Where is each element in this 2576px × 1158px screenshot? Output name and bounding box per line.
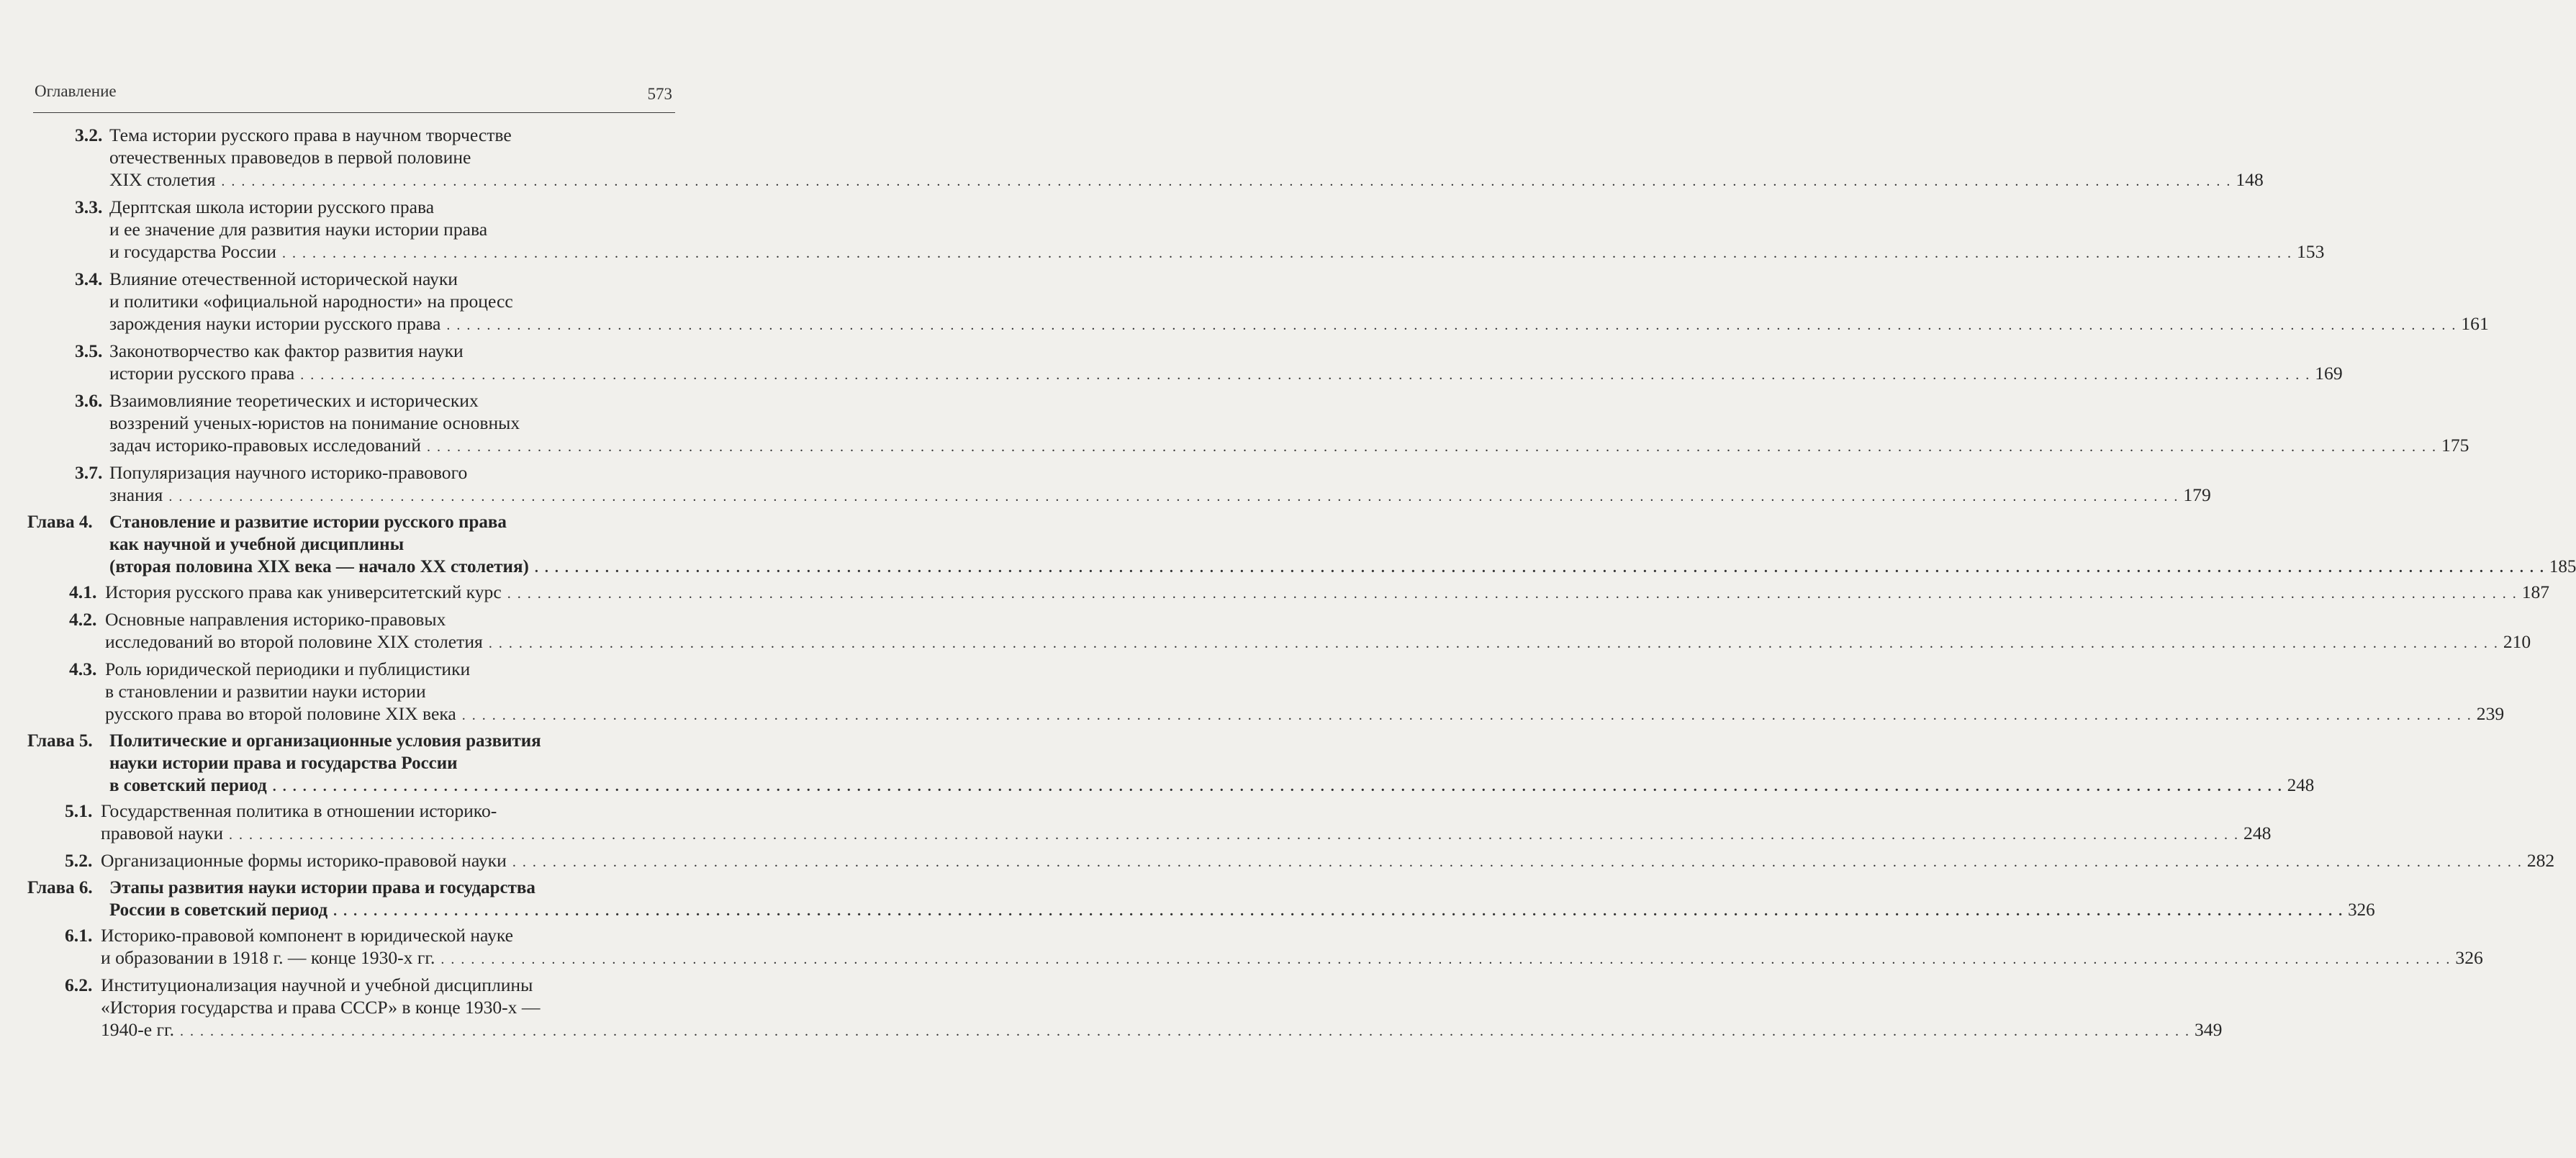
entry-title-line: Политические и организационные условия развития [109,731,541,751]
toc-chapter-entry[interactable] [0,877,2375,923]
entry-title-line: задач историко-правовых исследований [109,435,422,456]
entry-title-line: и образовании в 1918 г. — конце 1930-х гг. [101,947,435,968]
leader-dots: . . . . . . . . . . . . . . . . . . . . . . . . . . . . . . . . . . . . . . . . . . . . . . . . . . . . . . . . . . . . . . . . . . . . . . . . . . . . . . . . . . . . . . . . . . . . . . . . . . . . . . . . . . . . . . . . . . . . . . . . . . . . . . . . . . . . . . . . . . . . . . . . . . . . . . . . . . . . . . . . . . . . . . . . . . . . . . . . . . . . . . . . . . . . . . . . . . . . . . . . [281,245,2292,261]
entry-title-line: отечественных правоведов в первой половине [109,147,471,168]
entry-number: 6.1. [65,925,93,946]
entry-number: 4.3. [69,659,97,679]
entry-title-line: Институционализация научной и учебной дисциплины [101,974,533,995]
entry-title-line: как научной и учебной дисциплины [109,535,405,554]
leader-dots: . . . . . . . . . . . . . . . . . . . . . . . . . . . . . . . . . . . . . . . . . . . . . . . . . . . . . . . . . . . . . . . . . . . . . . . . . . . . . . . . . . . . . . . . . . . . . . . . . . . . . . . . . . . . . . . . . . . . . . . . . . . . . . . . . . . . . . . . . . . . . . . . . . . . . . . . . . . . . . . . . . . . . . . . . . . . . . . . . . . . . . . . . . . . . . . . . . . . . . . . [168,489,2179,505]
entry-title-line: в становлении и развитии науки истории [105,681,426,702]
entry-page-number: 179 [2183,484,2211,505]
entry-number: 5.1. [65,800,93,821]
entry-last-line [109,434,2469,458]
entry-page-number: 282 [2526,850,2555,871]
entry-last-line [109,362,2343,386]
entry-number: 3.4. [75,268,103,289]
leader-dots: . . . . . . . . . . . . . . . . . . . . . . . . . . . . . . . . . . . . . . . . . . . . . . . . . . . . . . . . . . . . . . . . . . . . . . . . . . . . . . . . . . . . . . . . . . . . . . . . . . . . . . . . . . . . . . . . . . . . . . . . . . . . . . . . . . . . . . . . . . . . . . . . . . . . . . . . . . . . . . . . . . . . . . . . . . . . . . . . . . . . . . . . . . . . . . . . . . . . . . . . [272,779,2283,795]
entry-title-line: России в советский период [109,900,328,920]
entry-last-line [105,630,2531,655]
leader-dots: . . . . . . . . . . . . . . . . . . . . . . . . . . . . . . . . . . . . . . . . . . . . . . . . . . . . . . . . . . . . . . . . . . . . . . . . . . . . . . . . . . . . . . . . . . . . . . . . . . . . . . . . . . . . . . . . . . . . . . . . . . . . . . . . . . . . . . . . . . . . . . . . . . . . . . . . . . . . . . . . . . . . . . . . . . . . . . . . . . . . . . . . . . . . . . . . . . . . . . . . [512,854,2523,870]
entry-number: 3.7. [75,462,103,483]
entry-page-number: 169 [2315,363,2343,384]
toc-section-entry[interactable] [0,974,2223,1043]
toc-section-entry[interactable] [0,389,2469,458]
entry-title-line: в советский период [109,776,267,795]
entry-page-number: 187 [2521,582,2550,602]
entry-last-line [101,822,2272,846]
leader-dots: . . . . . . . . . . . . . . . . . . . . . . . . . . . . . . . . . . . . . . . . . . . . . . . . . . . . . . . . . . . . . . . . . . . . . . . . . . . . . . . . . . . . . . . . . . . . . . . . . . . . . . . . . . . . . . . . . . . . . . . . . . . . . . . . . . . . . . . . . . . . . . . . . . . . . . . . . . . . . . . . . . . . . . . . . . . . . . . . . . . . . . . . . . . . . . . . . . . . . . . . [440,951,2451,967]
leader-dots: . . . . . . . . . . . . . . . . . . . . . . . . . . . . . . . . . . . . . . . . . . . . . . . . . . . . . . . . . . . . . . . . . . . . . . . . . . . . . . . . . . . . . . . . . . . . . . . . . . . . . . . . . . . . . . . . . . . . . . . . . . . . . . . . . . . . . . . . . . . . . . . . . . . . . . . . . . . . . . . . . . . . . . . . . . . . . . . . . . . . . . . . . . . . . . . . . . . . . . . . [461,707,2472,723]
entry-page-number: 185 [2549,557,2576,576]
entry-page-number: 148 [2236,169,2264,190]
entry-number: 3.3. [75,196,103,217]
entry-number: Глава 6. [27,878,93,897]
leader-dots: . . . . . . . . . . . . . . . . . . . . . . . . . . . . . . . . . . . . . . . . . . . . . . . . . . . . . . . . . . . . . . . . . . . . . . . . . . . . . . . . . . . . . . . . . . . . . . . . . . . . . . . . . . . . . . . . . . . . . . . . . . . . . . . . . . . . . . . . . . . . . . . . . . . . . . . . . . . . . . . . . . . . . . . . . . . . . . . . . . . . . . . . . . . . . . . . . . . . . . . . [300,367,2311,383]
entry-title-line: науки истории права и государства России [109,754,458,773]
entry-number: Глава 4. [27,512,93,532]
entry-title-line: Этапы развития науки истории права и государства [109,878,535,897]
toc-section-entry[interactable] [0,268,2489,337]
entry-title-line: и политики «официальной народности» на процесс [109,291,513,312]
entry-number: 6.2. [65,974,93,995]
entry-last-line [109,240,2325,265]
entry-number: 3.6. [75,390,103,411]
toc-section-entry[interactable] [0,849,2555,874]
entry-title-line: (вторая половина XIX века — начало XX столетия) [109,557,529,576]
toc-section-entry[interactable] [0,461,2211,508]
entry-last-line [109,774,2315,798]
leader-dots: . . . . . . . . . . . . . . . . . . . . . . . . . . . . . . . . . . . . . . . . . . . . . . . . . . . . . . . . . . . . . . . . . . . . . . . . . . . . . . . . . . . . . . . . . . . . . . . . . . . . . . . . . . . . . . . . . . . . . . . . . . . . . . . . . . . . . . . . . . . . . . . . . . . . . . . . . . . . . . . . . . . . . . . . . . . . . . . . . . . . . . . . . . . . . . . . . . . . . . . . [507,586,2518,602]
entry-title-line: 1940-е гг. [101,1019,174,1040]
entry-title-line: Законотворчество как фактор развития науки [109,340,464,361]
entry-last-line [105,581,2550,605]
entry-title-line: и ее значение для развития науки истории права [109,219,488,240]
toc-section-entry[interactable] [0,196,2325,265]
entry-title-line: Влияние отечественной исторической науки [109,268,458,289]
entry-title-line: Организационные формы историко-правовой науки [101,850,507,871]
page-header [33,78,675,113]
entry-number: 3.2. [75,125,103,145]
leader-dots: . . . . . . . . . . . . . . . . . . . . . . . . . . . . . . . . . . . . . . . . . . . . . . . . . . . . . . . . . . . . . . . . . . . . . . . . . . . . . . . . . . . . . . . . . . . . . . . . . . . . . . . . . . . . . . . . . . . . . . . . . . . . . . . . . . . . . . . . . . . . . . . . . . . . . . . . . . . . . . . . . . . . . . . . . . . . . . . . . . . . . . . . . . . . . . . . . . . . . . . . [333,903,2344,919]
entry-last-line [109,556,2576,579]
entry-title-line: Основные направления историко-правовых [105,609,446,630]
entry-title-line: Тема истории русского права в научном творчестве [109,125,512,145]
entry-page-number: 349 [2194,1019,2223,1040]
toc-section-entry[interactable] [0,608,2531,655]
entry-title-line: Историко-правовой компонент в юридической науке [101,925,514,946]
entry-last-line [101,1018,2223,1043]
toc-section-entry[interactable] [0,800,2272,846]
entry-page-number: 326 [2455,947,2483,968]
entry-last-line [109,899,2375,923]
entry-last-line [109,484,2211,508]
toc-section-entry[interactable] [0,924,2483,971]
entry-last-line [109,312,2489,337]
toc-chapter-entry[interactable] [0,511,2576,579]
entry-last-line [101,849,2555,874]
entry-page-number: 175 [2441,435,2469,456]
entry-title-line: Дерптская школа истории русского права [109,196,435,217]
entry-page-number: 248 [2243,823,2272,843]
entry-title-line: знания [109,484,163,505]
entry-number: 5.2. [65,850,93,871]
entry-page-number: 153 [2296,241,2325,262]
entry-last-line [109,168,2264,193]
leader-dots: . . . . . . . . . . . . . . . . . . . . . . . . . . . . . . . . . . . . . . . . . . . . . . . . . . . . . . . . . . . . . . . . . . . . . . . . . . . . . . . . . . . . . . . . . . . . . . . . . . . . . . . . . . . . . . . . . . . . . . . . . . . . . . . . . . . . . . . . . . . . . . . . . . . . . . . . . . . . . . . . . . . . . . . . . . . . . . . . . . . . . . . . . . . . . . . . . . . . . . . . [221,173,2232,189]
entry-number: Глава 5. [27,731,93,751]
entry-number: 4.1. [69,582,97,602]
entry-title-line: Популяризация научного историко-правового [109,462,468,483]
running-head: Оглавление [35,82,117,100]
leader-dots: . . . . . . . . . . . . . . . . . . . . . . . . . . . . . . . . . . . . . . . . . . . . . . . . . . . . . . . . . . . . . . . . . . . . . . . . . . . . . . . . . . . . . . . . . . . . . . . . . . . . . . . . . . . . . . . . . . . . . . . . . . . . . . . . . . . . . . . . . . . . . . . . . . . . . . . . . . . . . . . . . . . . . . . . . . . . . . . . . . . . . . . . . . . . . . . . . . . . . . . . [179,1023,2190,1039]
entry-title-line: исследований во второй половине XIX столетия [105,631,483,652]
entry-page-number: 248 [2287,776,2315,795]
entry-number: 3.5. [75,340,103,361]
entry-title-line: XIX столетия [109,169,216,190]
entry-page-number: 326 [2348,900,2375,920]
entry-title-line: зарождения науки истории русского права [109,313,441,334]
entry-page-number: 161 [2461,313,2489,334]
entry-title-line: воззрений ученых-юристов на понимание основных [109,412,520,433]
entry-title-line: Становление и развитие истории русского права [109,512,507,532]
toc-section-entry[interactable] [0,658,2505,727]
toc-section-entry[interactable] [0,124,2264,193]
toc-chapter-entry[interactable] [0,730,2315,798]
leader-dots: . . . . . . . . . . . . . . . . . . . . . . . . . . . . . . . . . . . . . . . . . . . . . . . . . . . . . . . . . . . . . . . . . . . . . . . . . . . . . . . . . . . . . . . . . . . . . . . . . . . . . . . . . . . . . . . . . . . . . . . . . . . . . . . . . . . . . . . . . . . . . . . . . . . . . . . . . . . . . . . . . . . . . . . . . . . . . . . . . . . . . . . . . . . . . . . . . . . . . . . . [534,560,2545,576]
entry-title-line: истории русского права [109,363,295,384]
entry-title-line: и государства России [109,241,276,262]
entry-title-line: История русского права как университетский курс [105,582,502,602]
entry-title-line: Государственная политика в отношении историко- [101,800,497,821]
entry-title-line: Роль юридической периодики и публицистики [105,659,471,679]
leader-dots: . . . . . . . . . . . . . . . . . . . . . . . . . . . . . . . . . . . . . . . . . . . . . . . . . . . . . . . . . . . . . . . . . . . . . . . . . . . . . . . . . . . . . . . . . . . . . . . . . . . . . . . . . . . . . . . . . . . . . . . . . . . . . . . . . . . . . . . . . . . . . . . . . . . . . . . . . . . . . . . . . . . . . . . . . . . . . . . . . . . . . . . . . . . . . . . . . . . . . . . . [427,439,2438,455]
entry-title-line: правовой науки [101,823,224,843]
entry-title-line: «История государства и права СССР» в конце 1930-х — [101,997,541,1018]
entry-title-line: русского права во второй половине XIX века [105,703,456,724]
entry-page-number: 210 [2503,631,2531,652]
leader-dots: . . . . . . . . . . . . . . . . . . . . . . . . . . . . . . . . . . . . . . . . . . . . . . . . . . . . . . . . . . . . . . . . . . . . . . . . . . . . . . . . . . . . . . . . . . . . . . . . . . . . . . . . . . . . . . . . . . . . . . . . . . . . . . . . . . . . . . . . . . . . . . . . . . . . . . . . . . . . . . . . . . . . . . . . . . . . . . . . . . . . . . . . . . . . . . . . . . . . . . . . [229,827,2240,843]
entry-title-line: Взаимовлияние теоретических и исторических [109,390,479,411]
page-number: 573 [647,85,672,103]
entry-last-line [101,946,2483,971]
entry-number: 4.2. [69,609,97,630]
table-of-contents [0,124,2576,1046]
leader-dots: . . . . . . . . . . . . . . . . . . . . . . . . . . . . . . . . . . . . . . . . . . . . . . . . . . . . . . . . . . . . . . . . . . . . . . . . . . . . . . . . . . . . . . . . . . . . . . . . . . . . . . . . . . . . . . . . . . . . . . . . . . . . . . . . . . . . . . . . . . . . . . . . . . . . . . . . . . . . . . . . . . . . . . . . . . . . . . . . . . . . . . . . . . . . . . . . . . . . . . . . [488,635,2499,651]
toc-section-entry[interactable] [0,340,2343,386]
leader-dots: . . . . . . . . . . . . . . . . . . . . . . . . . . . . . . . . . . . . . . . . . . . . . . . . . . . . . . . . . . . . . . . . . . . . . . . . . . . . . . . . . . . . . . . . . . . . . . . . . . . . . . . . . . . . . . . . . . . . . . . . . . . . . . . . . . . . . . . . . . . . . . . . . . . . . . . . . . . . . . . . . . . . . . . . . . . . . . . . . . . . . . . . . . . . . . . . . . . . . . . . [446,317,2457,333]
entry-page-number: 239 [2476,703,2505,724]
toc-section-entry[interactable] [0,581,2550,605]
entry-last-line [105,702,2505,727]
